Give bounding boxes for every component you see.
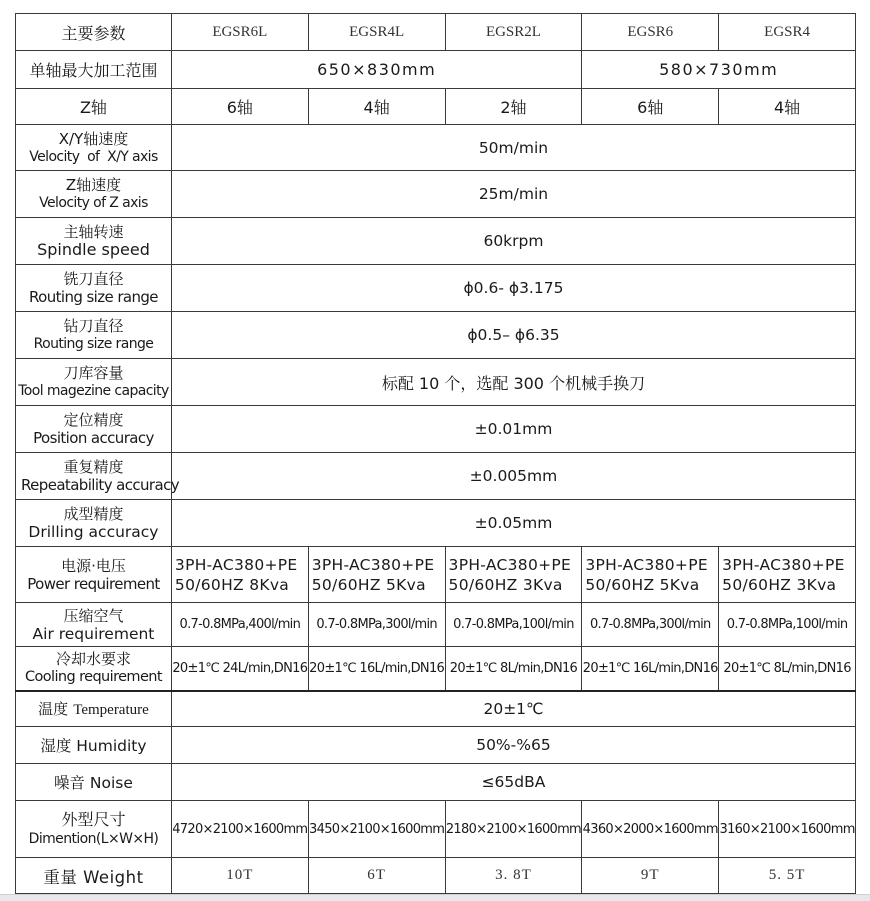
label-en: Drilling accuracy xyxy=(28,523,159,541)
weight-row xyxy=(16,858,856,894)
power-label xyxy=(16,547,172,603)
label-cn: 电源·电压 xyxy=(61,556,126,575)
tool-magazine-value: 标配 10 个，选配 300 个机械手换刀 xyxy=(171,359,855,406)
power-row xyxy=(16,547,856,603)
air-row xyxy=(16,603,856,647)
cooling-value: 20±1℃ 8L/min,DN16 xyxy=(719,647,856,691)
label-en: Repeatability accuracy xyxy=(21,476,180,494)
weight-label: 重量 Weight xyxy=(16,858,172,894)
range-row xyxy=(16,51,856,89)
drilling-size-label xyxy=(16,312,172,359)
power-line2: 50/60HZ 5Kva xyxy=(585,575,700,594)
cooling-value: 20±1℃ 24L/min,DN16 xyxy=(171,647,308,691)
air-value: 0.7-0.8MPa,400l/min xyxy=(171,603,308,647)
label-en: Tool magezine capacity xyxy=(18,383,169,399)
z-axis-value: 6轴 xyxy=(171,89,308,125)
power-value xyxy=(171,547,308,603)
z-axis-label: Z轴 xyxy=(16,89,172,125)
cooling-label xyxy=(16,647,172,691)
range-value-group2: 580×730mm xyxy=(582,51,856,89)
power-line1: 3PH-AC380+PE xyxy=(585,555,708,574)
header-label: 主要参数 xyxy=(16,14,172,51)
z-axis-value: 6轴 xyxy=(582,89,719,125)
label-cn: 压缩空气 xyxy=(63,606,124,625)
label-en: Cooling requirement xyxy=(24,669,162,686)
air-value: 0.7-0.8MPa,100l/min xyxy=(445,603,582,647)
label-cn: Z轴速度 xyxy=(65,176,122,194)
label-en: Air requirement xyxy=(32,624,155,643)
noise-row xyxy=(16,764,856,801)
range-value-group1: 650×830mm xyxy=(171,51,581,89)
power-value xyxy=(445,547,582,603)
label-en: Velocity of X/Y axis xyxy=(29,148,158,165)
z-velocity-value: 25m/min xyxy=(171,171,855,218)
temperature-row xyxy=(16,691,856,727)
humidity-label: 湿度 Humidity xyxy=(16,727,172,764)
model-egsr6l: EGSR6L xyxy=(171,14,308,51)
air-value: 0.7-0.8MPa,300l/min xyxy=(582,603,719,647)
drilling-size-value: ϕ0.5– ϕ6.35 xyxy=(171,312,855,359)
label-en: Dimention(L×W×H) xyxy=(28,831,159,847)
weight-value: 10T xyxy=(171,858,308,894)
position-value: ±0.01mm xyxy=(171,406,855,453)
model-egsr4l: EGSR4L xyxy=(308,14,445,51)
weight-value: 6T xyxy=(308,858,445,894)
drilling-accuracy-value: ±0.05mm xyxy=(171,500,855,547)
tool-magazine-label xyxy=(16,359,172,406)
drilling-accuracy-row xyxy=(16,500,856,547)
cooling-value: 20±1℃ 8L/min,DN16 xyxy=(445,647,582,691)
label-cn: 定位精度 xyxy=(63,411,124,429)
label-cn: 铣刀直径 xyxy=(63,270,124,288)
power-line1: 3PH-AC380+PE xyxy=(311,555,435,574)
cooling-value: 20±1℃ 16L/min,DN16 xyxy=(582,647,719,691)
z-axis-value: 2轴 xyxy=(445,89,582,125)
label-en: Temperature xyxy=(73,702,149,719)
power-value xyxy=(582,547,719,603)
label-en: Position accuracy xyxy=(33,429,154,447)
spindle-label xyxy=(16,218,172,265)
routing-row xyxy=(16,265,856,312)
model-egsr4: EGSR4 xyxy=(719,14,856,51)
temperature-label xyxy=(16,691,172,727)
temperature-value: 20±1℃ xyxy=(171,691,855,727)
xy-velocity-value: 50m/min xyxy=(171,125,855,171)
dimension-row xyxy=(16,801,856,858)
weight-value: 3. 8T xyxy=(445,858,582,894)
weight-value: 9T xyxy=(582,858,719,894)
label-en: Velocity of Z axis xyxy=(39,195,148,211)
air-value: 0.7-0.8MPa,100l/min xyxy=(719,603,856,647)
drilling-accuracy-label xyxy=(16,500,172,547)
label-cn: 刀库容量 xyxy=(63,364,124,382)
air-label xyxy=(16,603,172,647)
cooling-value: 20±1℃ 16L/min,DN16 xyxy=(308,647,445,691)
dimension-value: 3450×2100×1600mm xyxy=(308,801,445,858)
power-line1: 3PH-AC380+PE xyxy=(174,555,298,574)
dimension-value: 2180×2100×1600mm xyxy=(445,801,582,858)
position-label xyxy=(16,406,172,453)
z-axis-value: 4轴 xyxy=(308,89,445,125)
cooling-row xyxy=(16,647,856,691)
label-en: Routing size range xyxy=(28,288,158,306)
z-axis-row xyxy=(16,89,856,125)
position-row xyxy=(16,406,856,453)
label-en: Spindle speed xyxy=(37,240,150,259)
weight-value: 5. 5T xyxy=(719,858,856,894)
z-axis-value: 4轴 xyxy=(719,89,856,125)
label-cn: 成型精度 xyxy=(63,505,124,523)
humidity-row xyxy=(16,727,856,764)
label-en: Power requirement xyxy=(27,574,160,593)
power-line2: 50/60HZ 8Kva xyxy=(174,575,290,594)
label-cn: 钻刀直径 xyxy=(63,317,124,335)
spindle-row xyxy=(16,218,856,265)
repeatability-row xyxy=(16,453,856,500)
label-cn: 外型尺寸 xyxy=(61,810,126,829)
xy-velocity-label xyxy=(16,125,172,171)
label-cn: 冷却水要求 xyxy=(55,650,131,669)
label-cn: X/Y轴速度 xyxy=(58,129,129,148)
repeatability-label xyxy=(16,453,180,500)
model-egsr6: EGSR6 xyxy=(582,14,719,51)
noise-value: ≤65dBA xyxy=(171,764,855,801)
power-value xyxy=(719,547,856,603)
power-line2: 50/60HZ 5Kva xyxy=(311,575,426,594)
z-velocity-label xyxy=(16,171,172,218)
z-velocity-row xyxy=(16,171,856,218)
dimension-label xyxy=(16,801,172,858)
power-line1: 3PH-AC380+PE xyxy=(448,555,572,574)
label-cn: 主轴转速 xyxy=(63,223,124,241)
spec-table xyxy=(15,13,856,894)
label-cn: 温度 xyxy=(38,700,69,719)
dimension-value: 4360×2000×1600mm xyxy=(582,801,719,858)
dimension-value: 3160×2100×1600mm xyxy=(719,801,856,858)
header-row xyxy=(16,14,856,51)
xy-velocity-row xyxy=(16,125,856,171)
noise-label: 噪音 Noise xyxy=(16,764,172,801)
power-line2: 50/60HZ 3Kva xyxy=(722,575,837,594)
drilling-size-row xyxy=(16,312,856,359)
range-label: 单轴最大加工范围 xyxy=(16,51,172,89)
label-cn: 重复精度 xyxy=(63,458,124,476)
routing-value: ϕ0.6- ϕ3.175 xyxy=(171,265,855,312)
power-line1: 3PH-AC380+PE xyxy=(722,555,845,574)
humidity-value: 50%-%65 xyxy=(171,727,855,764)
air-value: 0.7-0.8MPa,300l/min xyxy=(308,603,445,647)
spindle-value: 60krpm xyxy=(171,218,855,265)
power-line2: 50/60HZ 3Kva xyxy=(448,575,563,594)
tool-magazine-row xyxy=(16,359,856,406)
dimension-value: 4720×2100×1600mm xyxy=(171,801,308,858)
label-en: Routing size range xyxy=(33,336,154,352)
repeatability-value: ±0.005mm xyxy=(171,453,855,500)
routing-label xyxy=(16,265,172,312)
power-value xyxy=(308,547,445,603)
model-egsr2l: EGSR2L xyxy=(445,14,582,51)
